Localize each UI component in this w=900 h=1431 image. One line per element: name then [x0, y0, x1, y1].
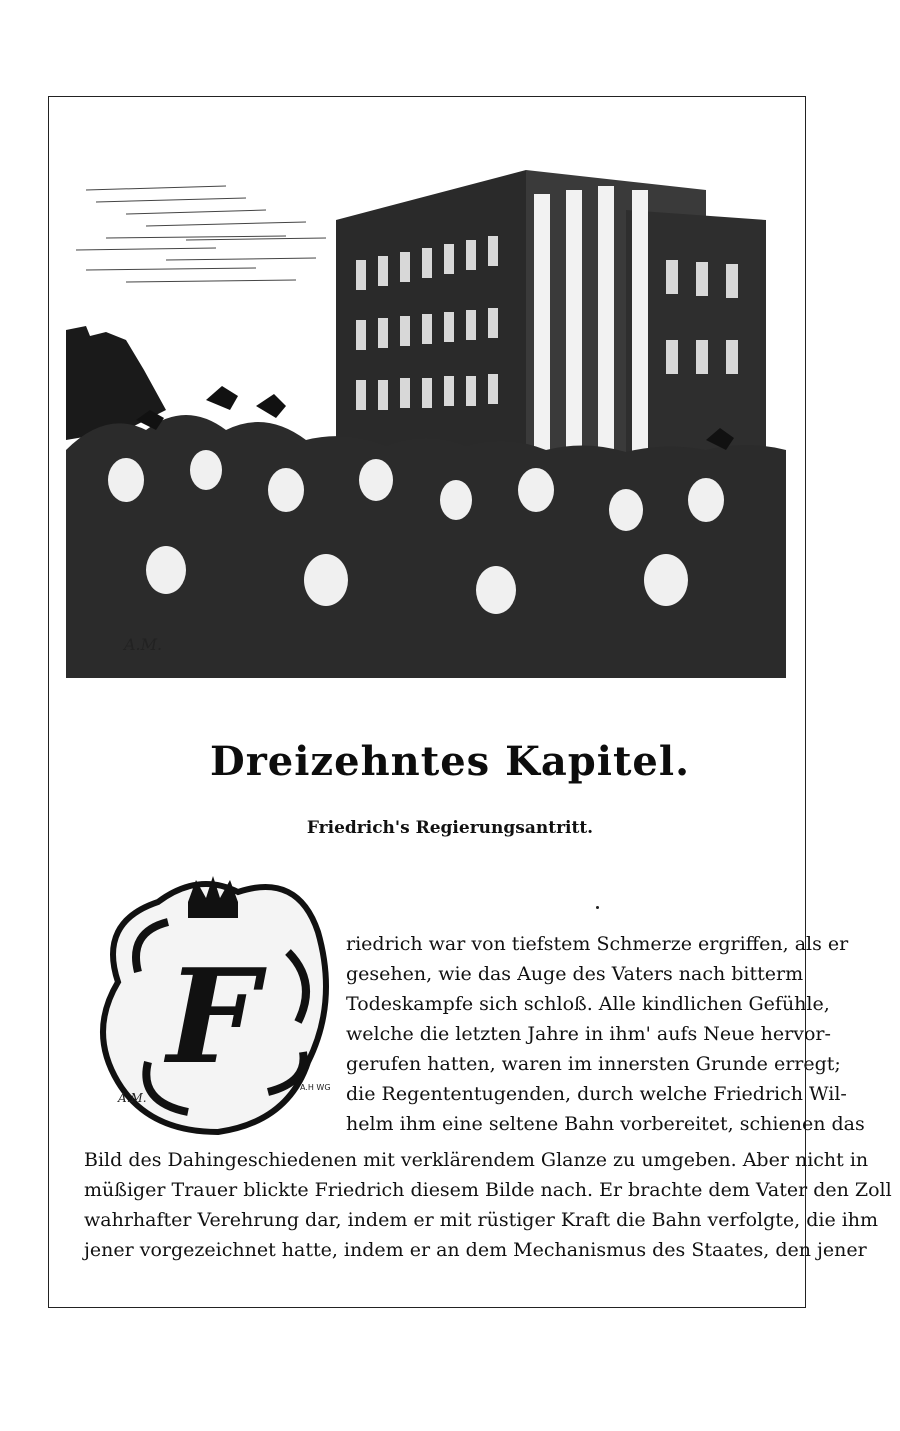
chapter-subtitle: Friedrich's Regierungsantritt. — [306, 818, 594, 838]
body-line: gerufen hatten, waren im innersten Grunde erregt; — [346, 1053, 841, 1075]
body-line: müßiger Trauer blickte Friedrich diesem Bilde nach. Er brachte dem Vater den Zoll — [84, 1179, 892, 1201]
engraving-illustration — [66, 150, 786, 678]
body-line: Todeskampfe sich schloß. Alle kindlichen Gefühle, — [346, 993, 830, 1015]
body-line: wahrhafter Verehrung dar, indem er mit rüstiger Kraft die Bahn verfolgte, die ihm — [84, 1209, 879, 1231]
sky-hatching — [76, 186, 326, 282]
palace-building — [336, 170, 766, 470]
body-line: helm ihm eine seltene Bahn vorbereitet, schienen das — [346, 1113, 865, 1135]
ornamental-initial — [88, 862, 338, 1142]
body-line: Bild des Dahingeschiedenen mit verklärendem Glanze zu umgeben. Aber nicht in — [84, 1149, 869, 1171]
body-line: gesehen, wie das Auge des Vaters nach bitterm — [346, 963, 804, 985]
body-line: jener vorgezeichnet hatte, indem er an dem Mechanismus des Staates, den jener — [84, 1239, 867, 1261]
initial-signature-left: A.M. — [118, 1091, 147, 1105]
illustration-signature: A.M. — [124, 635, 163, 654]
initial-letter: F — [166, 940, 260, 1093]
body-line: welche die letzten Jahre in ihm' aufs Neue hervor- — [346, 1023, 831, 1045]
crown-icon — [188, 876, 238, 918]
initial-signature-right: A.H WG — [300, 1083, 331, 1092]
body-line: die Regententugenden, durch welche Friedrich Wil- — [346, 1083, 847, 1105]
body-line: riedrich war von tiefstem Schmerze ergriffen, als er — [346, 933, 849, 955]
chapter-title: Dreizehntes Kapitel. — [210, 738, 690, 785]
ink-speck — [596, 906, 599, 909]
